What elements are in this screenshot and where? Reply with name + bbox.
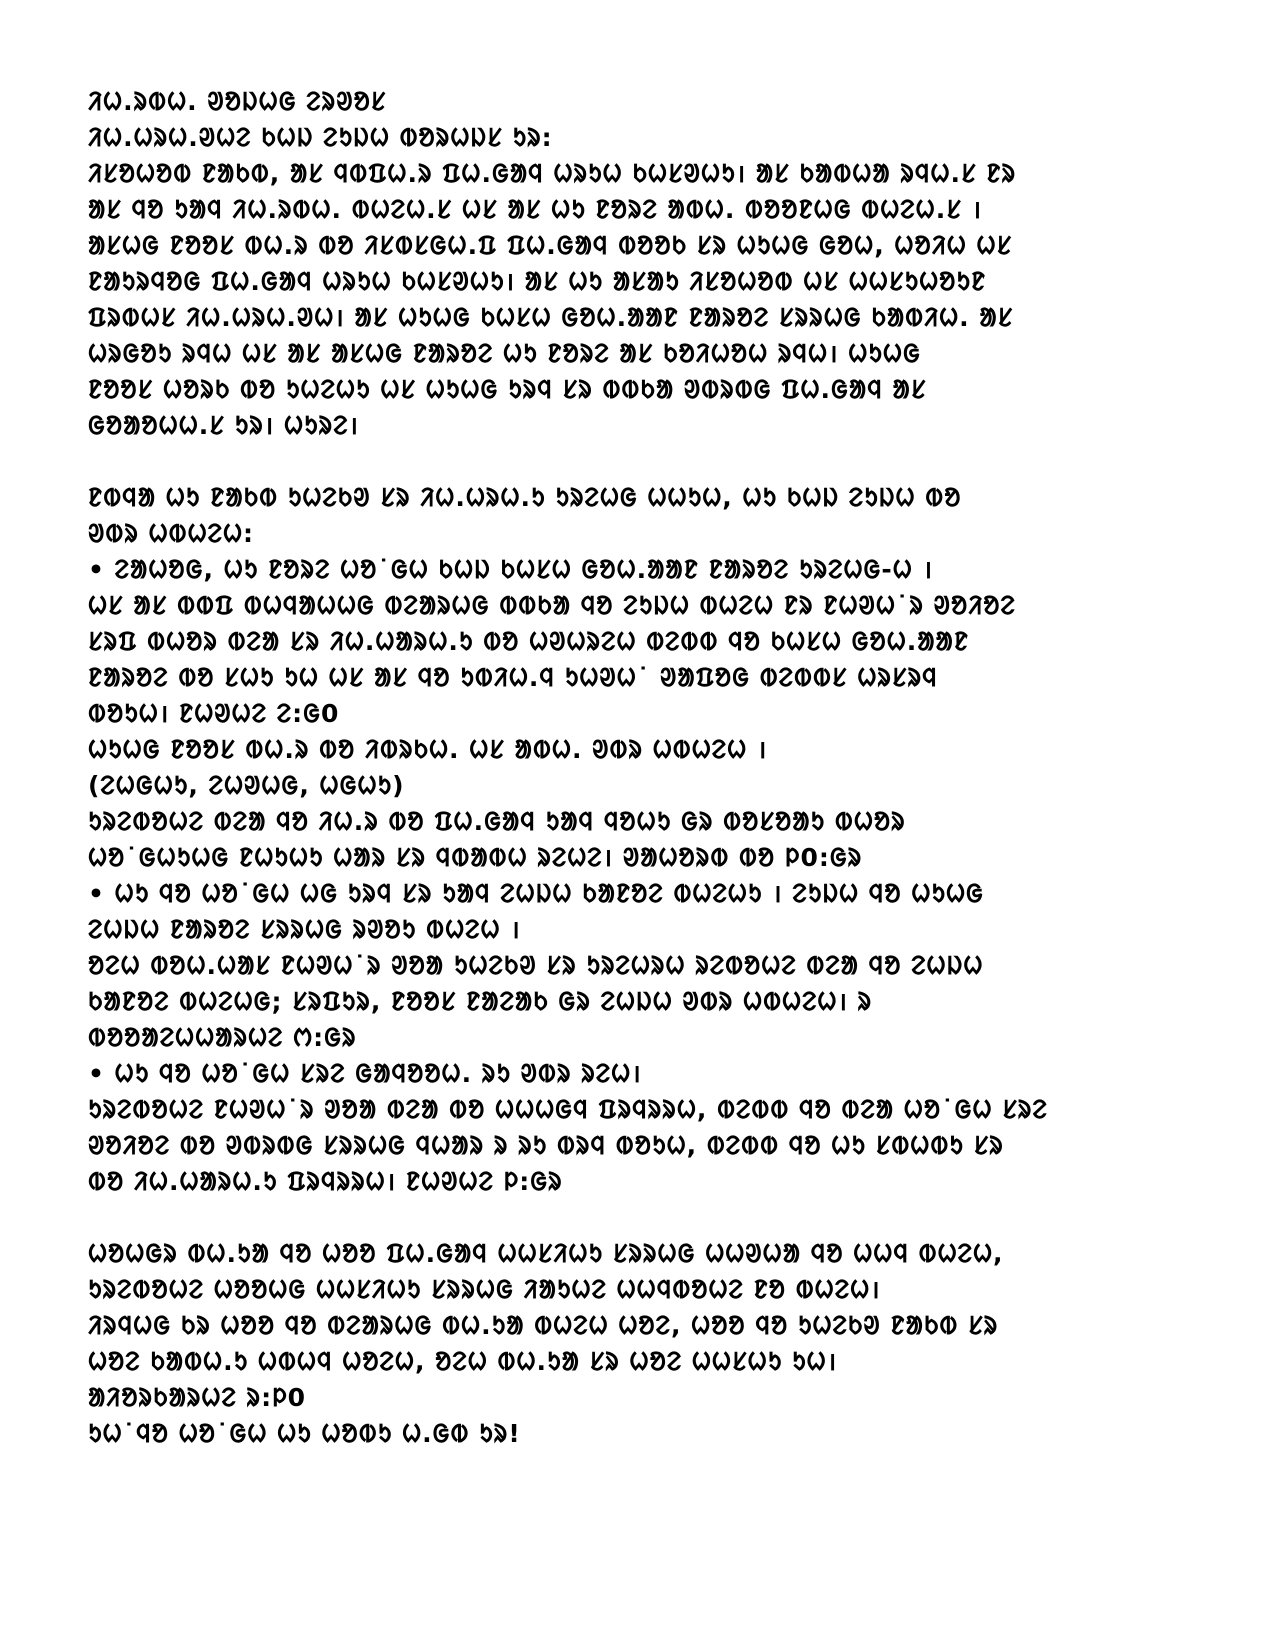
text-line: ᱤᱥᱚᱦᱚᱵ ᱱᱟᱠᱵ, ᱟᱥ ᱧᱵᱯᱦ.ᱨ ᱯᱦ.ᱜᱟᱧ ᱦᱨᱩᱦ ᱠᱦᱥᱣᱦᱩ। ᱟᱥ ᱠᱟᱵᱦᱟ ᱨᱧᱦ.ᱥ ᱱᱨ bbox=[88, 159, 1017, 188]
verse-reference: ᱵᱚᱩᱦ। ᱱᱦᱣᱦᱮ ᱮ:ᱜ0 bbox=[88, 699, 340, 728]
verse-reference: ᱵᱚ ᱤᱦ.ᱦᱟᱨᱦ.ᱩ ᱯᱨᱧᱨᱨᱦ। ᱱᱦᱣᱦᱮ ᱞ:ᱜᱨ bbox=[88, 1167, 563, 1196]
text-line: ᱟᱥᱦᱜ ᱱᱚᱚᱥ ᱵᱦ.ᱨ ᱵᱚ ᱤᱥᱵᱥᱜᱦ.ᱯ ᱯᱦ.ᱜᱟᱧ ᱵᱚᱚᱠ ᱥᱨ ᱦᱩᱦᱜ ᱜᱚᱦ, ᱦᱚᱤᱦ ᱦᱥ bbox=[88, 231, 1013, 260]
text-line: ᱦᱩᱦᱜ ᱱᱚᱚᱥ ᱵᱦ.ᱨ ᱵᱚ ᱤᱵᱨᱠᱦ. ᱦᱥ ᱟᱵᱦ. ᱣᱵᱨ ᱦᱵᱦᱮᱦ । bbox=[88, 735, 768, 764]
verse-reference: ᱵᱚᱚᱟᱮᱦᱦᱟᱨᱦᱮ ᱬ:ᱜᱨ bbox=[88, 1023, 357, 1052]
text-line: ᱤᱦ.ᱨᱵᱦ. ᱣᱚᱡᱦᱜ ᱮᱨᱣᱚᱥ bbox=[88, 87, 387, 116]
text-line: ᱱᱚᱚᱥ ᱦᱚᱨᱠ ᱵᱚ ᱩᱦᱮᱦᱩ ᱦᱥ ᱦᱩᱦᱜ ᱩᱨᱧ ᱥᱨ ᱵᱵᱠᱟ ᱣᱵᱨᱵᱜ ᱯᱦ.ᱜᱟᱧ ᱟᱥ bbox=[88, 375, 927, 404]
text-line: ᱤᱨᱧᱦᱜ ᱠᱨ ᱦᱚᱚ ᱧᱚ ᱵᱮᱟᱨᱦᱜ ᱵᱦ.ᱩᱟ ᱵᱦᱮᱦ ᱦᱚᱮ, ᱦᱚᱚ ᱧᱚ ᱩᱦᱮᱠᱣ ᱱᱟᱠᱵ ᱥᱨ bbox=[88, 1311, 999, 1340]
text-line: ᱩᱨᱮᱵᱚᱦᱮ ᱵᱮᱟ ᱧᱚ ᱤᱦ.ᱨ ᱵᱚ ᱯᱦ.ᱜᱟᱧ ᱩᱟᱧ ᱧᱚᱦᱩ ᱜᱨ ᱵᱚᱥᱚᱟᱩ ᱵᱦᱚᱨ bbox=[88, 807, 906, 836]
closing-line: ᱩᱦ˙ᱧᱚ ᱦᱚ˙ᱜᱦ ᱦᱩ ᱦᱚᱵᱩ ᱦ.ᱜᱵ ᱩᱨ! bbox=[88, 1419, 521, 1448]
text-line: ᱤᱦ.ᱦᱨᱦ.ᱣᱦᱮ ᱠᱦᱡ ᱮᱩᱡᱦ ᱵᱚᱨᱦᱡᱥ ᱩᱨ: bbox=[88, 123, 553, 152]
text-line: ᱠᱟᱱᱚᱮ ᱵᱦᱮᱦᱜ; ᱥᱨᱯᱩᱨ, ᱱᱚᱚᱥ ᱱᱟᱮᱟᱠ ᱜᱨ ᱮᱦᱡᱦ ᱣᱵᱨ ᱦᱵᱦᱮᱦ। ᱨ bbox=[88, 987, 873, 1016]
bullet-line: • ᱦᱩ ᱧᱚ ᱦᱚ˙ᱜᱦ ᱦᱜ ᱩᱨᱧ ᱥᱨ ᱩᱟᱧ ᱮᱦᱡᱦ ᱠᱟᱱᱚᱮ ᱵᱦᱮᱦᱩ । ᱮᱩᱡᱦ ᱧᱚ ᱦᱩᱦᱜ bbox=[88, 879, 984, 908]
text-line: ᱦᱚᱦᱜᱨ ᱵᱦ.ᱩᱟ ᱧᱚ ᱦᱚᱚ ᱯᱦ.ᱜᱟᱧ ᱦᱦᱥᱤᱦᱩ ᱥᱨᱨᱦᱜ ᱦᱦᱣᱦᱟ ᱧᱚ ᱦᱦᱧ ᱵᱦᱮᱦ, bbox=[88, 1239, 1004, 1268]
text-line: ᱣᱵᱨ ᱦᱵᱦᱮᱦ: bbox=[88, 519, 255, 548]
text-line: ᱯᱨᱵᱦᱥ ᱤᱦ.ᱦᱨᱦ.ᱣᱦ। ᱟᱥ ᱦᱩᱦᱜ ᱠᱦᱥᱦ ᱜᱚᱦ.ᱟᱟᱱ ᱱᱟᱨᱚᱮ ᱥᱨᱨᱦᱜ ᱠᱟᱵᱤᱦ. ᱟᱥ bbox=[88, 303, 1014, 332]
text-line: ᱩᱨᱮᱵᱚᱦᱮ ᱦᱚᱚᱦᱜ ᱦᱦᱥᱤᱦᱩ ᱥᱨᱨᱦᱜ ᱤᱟᱩᱦᱮ ᱦᱦᱧᱵᱚᱦᱮ ᱱᱚ ᱵᱦᱮᱦ। bbox=[88, 1275, 881, 1304]
verse-reference: ᱟᱤᱚᱨᱠᱟᱨᱦᱮ ᱨ:ᱞ0 bbox=[88, 1383, 307, 1412]
paragraph-3 bbox=[88, 1236, 1198, 1452]
paragraph-1 bbox=[88, 84, 1198, 444]
bullet-line: • ᱦᱩ ᱧᱚ ᱦᱚ˙ᱜᱦ ᱥᱨᱮ ᱜᱟᱧᱚᱚᱦ. ᱨᱩ ᱣᱵᱨ ᱨᱮᱦ। bbox=[88, 1059, 642, 1088]
text-line: ᱱᱟᱨᱚᱮ ᱵᱚ ᱥᱦᱩ ᱩᱦ ᱦᱥ ᱟᱥ ᱧᱚ ᱩᱵᱤᱦ.ᱧ ᱩᱦᱣᱦ˙ ᱣᱟᱯᱚᱜ ᱵᱮᱵᱵᱥ ᱦᱨᱥᱨᱧ bbox=[88, 663, 938, 692]
text-line: ᱦᱚᱮ ᱠᱟᱵᱦ.ᱩ ᱦᱵᱦᱧ ᱦᱚᱮᱦ, ᱚᱮᱦ ᱵᱦ.ᱩᱟ ᱥᱨ ᱦᱚᱮ ᱦᱦᱥᱦᱩ ᱩᱦ। bbox=[88, 1347, 838, 1376]
text-line: ᱣᱚᱤᱚᱮ ᱵᱚ ᱣᱵᱨᱵᱜ ᱥᱨᱨᱦᱜ ᱧᱦᱟᱨ ᱨ ᱨᱩ ᱵᱨᱧ ᱵᱚᱩᱦ, ᱵᱮᱵᱵ ᱧᱚ ᱦᱩ ᱥᱵᱦᱵᱩ ᱥᱨ bbox=[88, 1131, 1004, 1160]
text-line: (ᱮᱦᱜᱦᱩ, ᱮᱦᱣᱦᱜ, ᱦᱜᱦᱩ) bbox=[88, 771, 405, 800]
text-line: ᱮᱦᱡᱦ ᱱᱟᱨᱚᱮ ᱥᱨᱨᱦᱜ ᱨᱣᱚᱩ ᱵᱦᱮᱦ । bbox=[88, 915, 521, 944]
text-line: ᱩᱨᱮᱵᱚᱦᱮ ᱱᱦᱣᱦ˙ᱨ ᱣᱚᱟ ᱵᱮᱟ ᱵᱚ ᱦᱦᱦᱜᱧ ᱯᱨᱧᱨᱨᱦ, ᱵᱮᱵᱵ ᱧᱚ ᱵᱮᱟ ᱦᱚ˙ᱜᱦ ᱥᱨᱮ bbox=[88, 1095, 1048, 1124]
bullet-line: • ᱮᱟᱦᱚᱜ, ᱦᱩ ᱱᱚᱨᱮ ᱦᱚ˙ᱜᱦ ᱠᱦᱡ ᱠᱦᱥᱦ ᱜᱚᱦ.ᱟᱟᱱ ᱱᱟᱨᱚᱮ ᱩᱨᱮᱦᱜ-ᱦ । bbox=[88, 555, 934, 584]
paragraph-gap bbox=[88, 1200, 1198, 1236]
text-line: ᱥᱨᱯ ᱵᱦᱚᱨ ᱵᱮᱟ ᱥᱨ ᱤᱦ.ᱦᱟᱨᱦ.ᱩ ᱵᱚ ᱦᱣᱦᱨᱮᱦ ᱵᱮᱵᱵ ᱧᱚ ᱠᱦᱥᱦ ᱜᱚᱦ.ᱟᱟᱱ bbox=[88, 627, 970, 656]
verse-reference: ᱦᱚ˙ᱜᱦᱩᱦᱜ ᱱᱦᱩᱦᱩ ᱦᱟᱨ ᱥᱨ ᱧᱵᱟᱵᱦ ᱨᱮᱦᱮ। ᱣᱟᱦᱚᱨᱵ ᱵᱚ ᱞ0:ᱜᱨ bbox=[88, 843, 863, 872]
paragraph-gap bbox=[88, 444, 1198, 480]
text-line: ᱟᱥ ᱧᱚ ᱩᱟᱧ ᱤᱦ.ᱨᱵᱦ. ᱵᱦᱮᱦ.ᱥ ᱦᱥ ᱟᱥ ᱦᱩ ᱱᱚᱨᱮ ᱟᱵᱦ. ᱵᱚᱚᱱᱦᱜ ᱵᱦᱮᱦ.ᱥ । bbox=[88, 195, 983, 224]
text-line: ᱦᱨᱜᱚᱩ ᱨᱧᱦ ᱦᱥ ᱟᱥ ᱟᱥᱦᱜ ᱱᱟᱨᱚᱮ ᱦᱩ ᱱᱚᱨᱮ ᱟᱥ ᱠᱚᱤᱦᱚᱦ ᱨᱧᱦ। ᱦᱩᱦᱜ bbox=[88, 339, 921, 368]
text-line: ᱜᱚᱟᱚᱦᱦ.ᱥ ᱩᱨ। ᱦᱩᱨᱮ। bbox=[88, 411, 360, 440]
text-line: ᱱᱵᱧᱟ ᱦᱩ ᱱᱟᱠᱵ ᱩᱦᱮᱠᱣ ᱥᱨ ᱤᱦ.ᱦᱨᱦ.ᱩ ᱩᱨᱮᱦᱜ ᱦᱦᱩᱦ, ᱦᱩ ᱠᱦᱡ ᱮᱩᱡᱦ ᱵᱚ bbox=[88, 483, 962, 512]
text-line: ᱱᱟᱩᱨᱧᱚᱜ ᱯᱦ.ᱜᱟᱧ ᱦᱨᱩᱦ ᱠᱦᱥᱣᱦᱩ। ᱟᱥ ᱦᱩ ᱟᱥᱟᱩ ᱤᱥᱚᱦᱚᱵ ᱦᱥ ᱦᱦᱥᱩᱦᱚᱩᱱ bbox=[88, 267, 987, 296]
text-line: ᱚᱮᱦ ᱵᱚᱦ.ᱦᱟᱥ ᱱᱦᱣᱦ˙ᱨ ᱣᱚᱟ ᱩᱦᱮᱠᱣ ᱥᱨ ᱩᱨᱮᱦᱨᱦ ᱨᱮᱵᱚᱦᱮ ᱵᱮᱟ ᱧᱚ ᱮᱦᱡᱦ bbox=[88, 951, 984, 980]
paragraph-2 bbox=[88, 480, 1198, 1200]
document-page bbox=[88, 84, 1198, 1452]
text-line: ᱦᱥ ᱟᱥ ᱵᱵᱯ ᱵᱦᱧᱟᱦᱦᱜ ᱵᱮᱟᱨᱦᱜ ᱵᱵᱠᱟ ᱧᱚ ᱮᱩᱡᱦ ᱵᱦᱮᱦ ᱱᱨ ᱱᱦᱣᱦ˙ᱨ ᱣᱚᱤᱚᱮ bbox=[88, 591, 1016, 620]
